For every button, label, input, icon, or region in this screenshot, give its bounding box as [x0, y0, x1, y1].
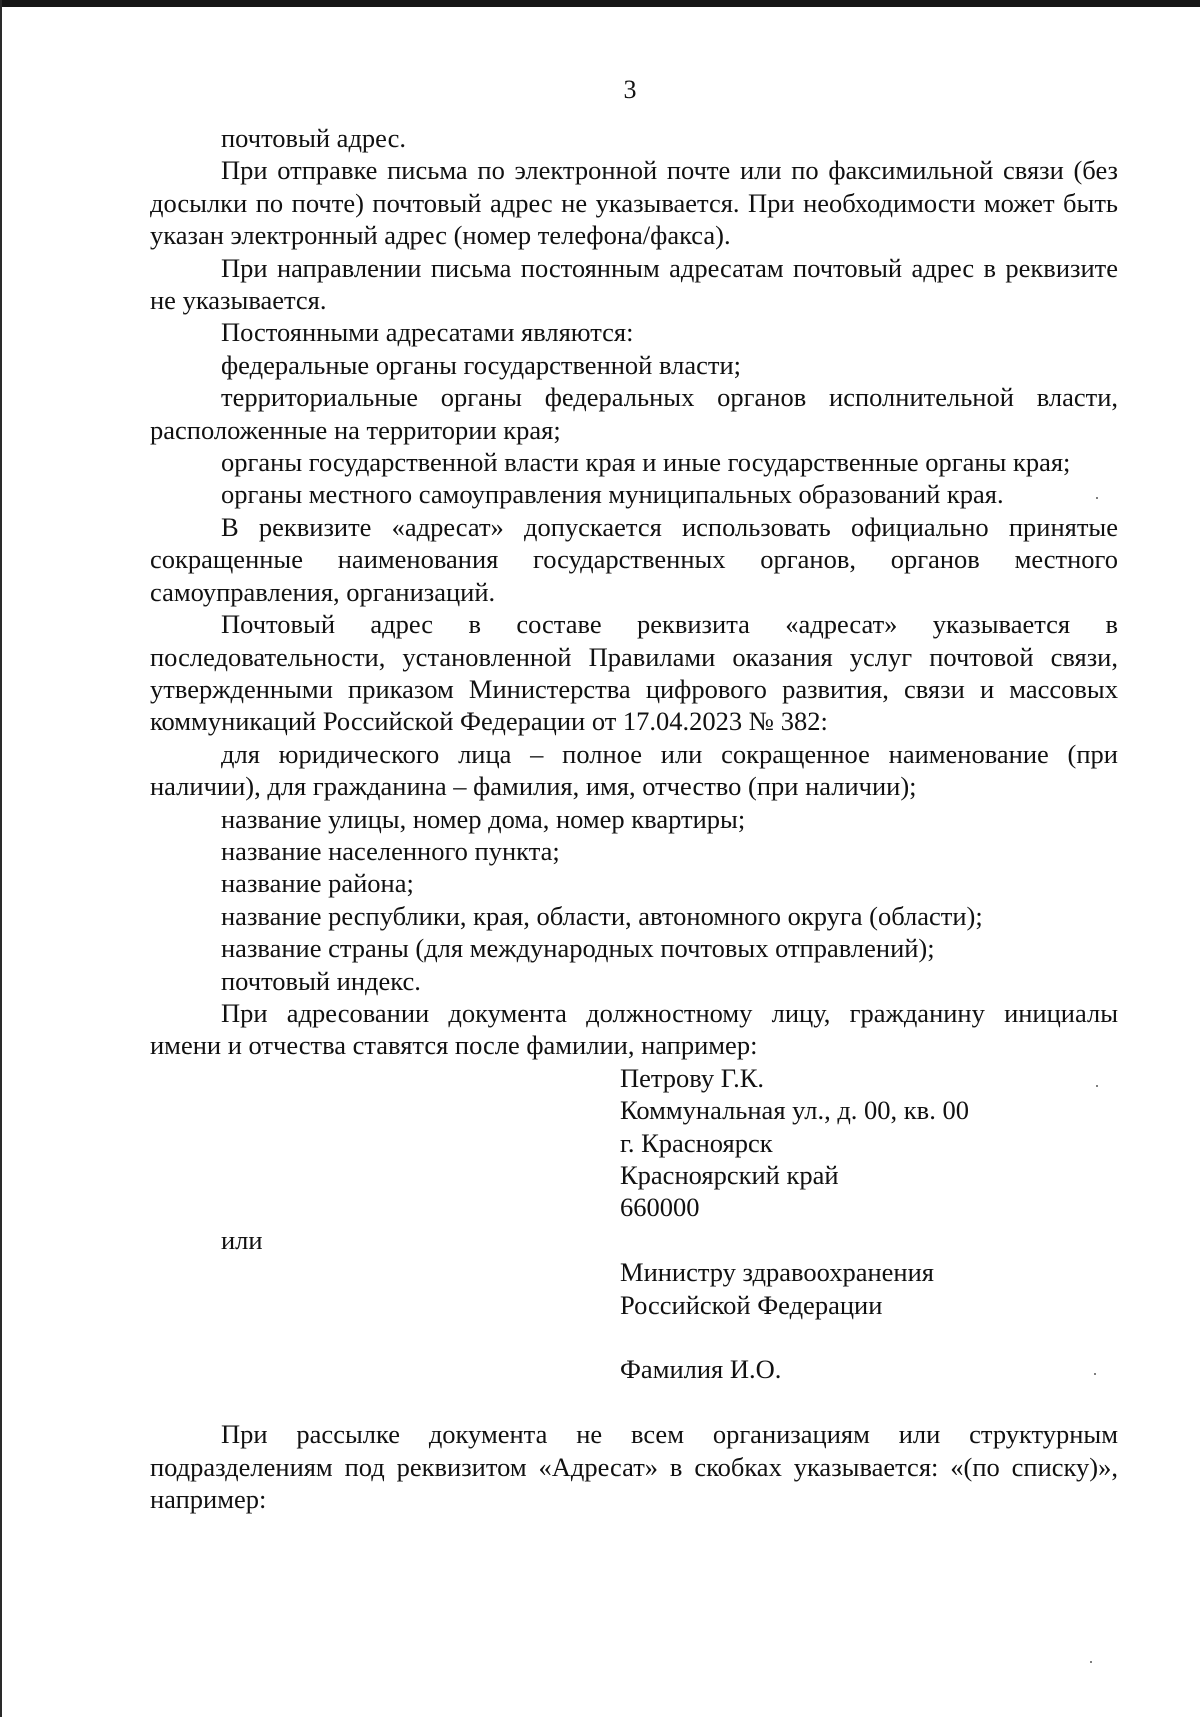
- blank-line: [620, 1321, 1118, 1353]
- paragraph: При адресовании документа должностному лицу, гражданину инициалы имени и отчества ставятся после фамилии, например:: [150, 997, 1118, 1061]
- scan-left-edge: [0, 0, 2, 1717]
- scan-top-edge: [0, 0, 1200, 7]
- paragraph: В реквизите «адресат» допускается использовать официально принятые сокращенные наименования государственных органов, органов местного самоуправления, организаций.: [150, 511, 1118, 607]
- paragraph: Почтовый адрес в составе реквизита «адресат» указывается в последовательности, установленной Правилами оказания услуг почтовой связи, утвержденными приказом Министерства цифрового развития, связи и массовых коммуникаций Российской Федерации от 17.04.2023 № 382:: [150, 609, 1118, 737]
- list-item: название улицы, номер дома, номер квартиры;: [221, 803, 746, 834]
- paragraph: Постоянными адресатами являются:: [221, 317, 634, 348]
- document-body: [150, 122, 1118, 1515]
- paragraph: При отправке письма по электронной почте или по факсимильной связи (без досылки по почте) почтовый адрес не указывается. При необходимости может быть указан электронный адрес (номер телефона/факса).: [150, 155, 1118, 251]
- example-official-block: [150, 1256, 1118, 1386]
- scan-speck: [1094, 1373, 1096, 1375]
- list-item: для юридического лица – полное или сокращенное наименование (при наличии), для гражданина – фамилия, имя, отчество (при наличии);: [150, 738, 1118, 802]
- paragraph: При рассылке документа не всем организациям или структурным подразделениям под реквизитом «Адресат» в скобках указывается: «(по списку)», например:: [150, 1419, 1118, 1515]
- scan-speck: [1096, 497, 1098, 499]
- paragraph: При направлении письма постоянным адресатам почтовый адрес в реквизите не указывается.: [150, 252, 1118, 316]
- address-line: Министру здравоохранения: [620, 1257, 934, 1288]
- list-item: органы государственной власти края и иные государственные органы края;: [221, 447, 1071, 478]
- scan-speck: [1096, 1085, 1098, 1087]
- list-item: федеральные органы государственной власти;: [221, 349, 742, 380]
- address-line: г. Красноярск: [620, 1127, 773, 1158]
- scan-speck: [1090, 1661, 1092, 1663]
- blank-line: [150, 1386, 1118, 1418]
- example-address-block: [150, 1062, 1118, 1224]
- address-line: Петрову Г.К.: [620, 1062, 765, 1093]
- address-line: Коммунальная ул., д. 00, кв. 00: [620, 1095, 969, 1126]
- page-number: 3: [623, 75, 637, 104]
- list-item: название республики, края, области, автономного округа (области);: [221, 900, 983, 931]
- or-separator: или: [221, 1224, 263, 1255]
- address-line: Российской Федерации: [620, 1289, 883, 1320]
- paragraph: почтовый адрес.: [221, 123, 406, 153]
- list-item: органы местного самоуправления муниципальных образований края.: [221, 479, 1004, 510]
- list-item: название населенного пункта;: [221, 835, 560, 866]
- official-name: Фамилия И.О.: [620, 1354, 782, 1385]
- address-line: 660000: [620, 1192, 700, 1223]
- list-item: почтовый индекс.: [221, 965, 421, 996]
- address-line: Красноярский край: [620, 1160, 839, 1190]
- list-item: территориальные органы федеральных органов исполнительной власти, расположенные на территории края;: [150, 382, 1118, 445]
- list-item: название страны (для международных почтовых отправлений);: [221, 933, 935, 964]
- list-item: название района;: [221, 868, 414, 899]
